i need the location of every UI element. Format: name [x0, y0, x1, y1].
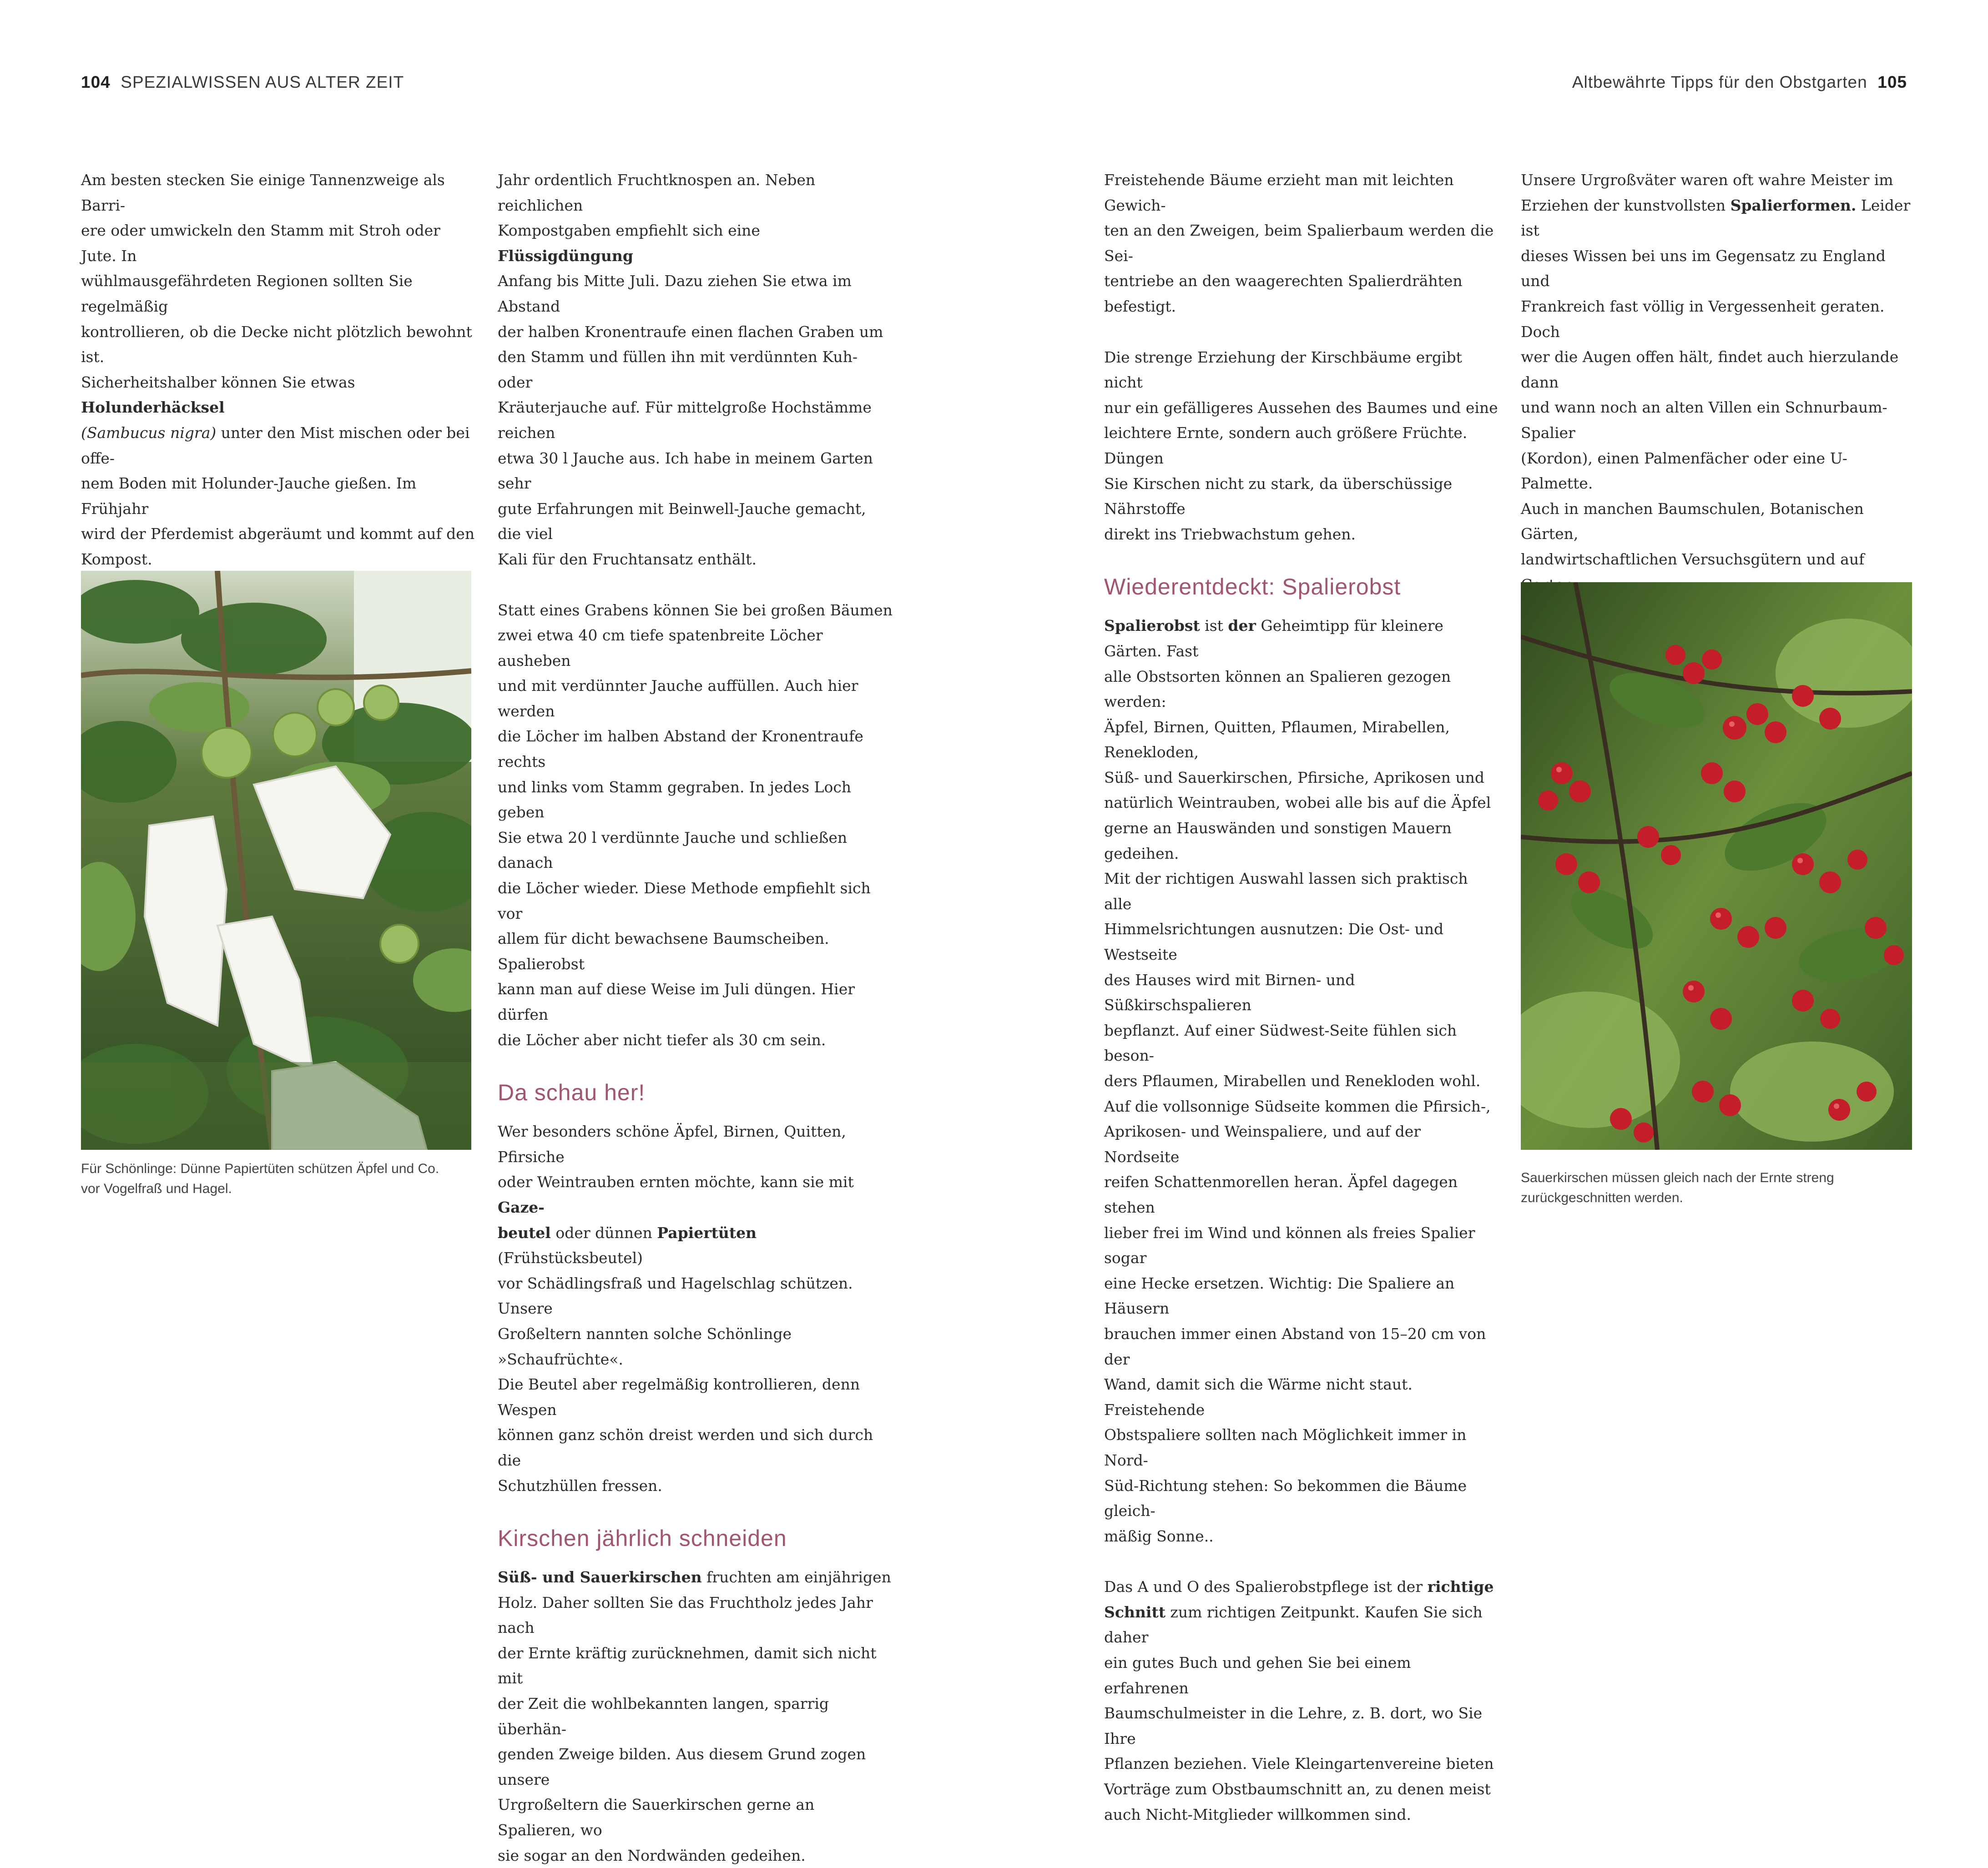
left-page [0, 0, 994, 1864]
bold-term: Spalierformen. [1730, 196, 1857, 214]
bold-term: Papiertüten [657, 1224, 757, 1242]
paragraph [498, 167, 893, 572]
heading-da-schau-her: Da schau her! [498, 1080, 646, 1106]
left-page-number: 104 [81, 73, 111, 91]
paragraph: Freistehende Bäume erzieht man mit leichten Gewich- ten an den Zweigen, beim Spalierbaum werden die Sei- tentriebe an den waagerechten Spalierdrähten befestigt. [1104, 171, 1494, 315]
bold-term: Flüssigdüngung [498, 247, 633, 265]
italic-term: (Sambucus nigra) [81, 423, 217, 442]
bold-term: Spalierobst [1104, 617, 1200, 635]
bold-term: Holunderhäcksel [81, 398, 225, 417]
paragraph [498, 1119, 893, 1498]
left-running-header [81, 73, 404, 92]
text: zum richtigen Zeitpunkt. Kaufen Sie sich daher ein gutes Buch und gehen Sie bei einem erfahrenen Baumschulmeister in die Lehre, z. B. dort, wo Sie Ihre Pflanzen beziehen. Viele Kleingartenvereine bieten Vorträge zum Obstbaumschnitt an, zu denen meist auch Nicht-Mitglieder willkommen sind. [1104, 1603, 1494, 1823]
bold-term: Süß- und Sauerkirschen [498, 1568, 702, 1586]
text: Anfang bis Mitte Juli. Dazu ziehen Sie etwa im Abstand der halben Kronentraufe einen flachen Graben um den Stamm und füllen ihn mit verdünnten Kuh- oder Kräuterjauche auf. Für mittelgroße Hochstämme reichen etwa 30 l Jauche aus. Ich habe in meinem Garten sehr gute Erfahrungen mit Beinwell-Jauche gemacht, die viel Kali für den Fruchtansatz enthält. [498, 272, 883, 568]
bold-term: der [1228, 617, 1256, 635]
right-page-number: 105 [1877, 73, 1907, 91]
photo-caption: Sauerkirschen müssen gleich nach der Ernte streng zurückgeschnitten werden. [1521, 1170, 1834, 1205]
text: (Frühstücksbeutel) vor Schädlingsfraß und Hagelschlag schützen. Unsere Großeltern nannten solche Schönlinge »Schaufrüchte«. Die Beutel aber regelmäßig kontrollieren, denn Wespen können ganz schön dreist werden und sich durch die Schutzhüllen fressen. [498, 1249, 873, 1495]
paragraph [81, 167, 477, 572]
right-running-head: Altbewährte Tipps für den Obstgarten [1572, 73, 1867, 91]
paragraph [1104, 1574, 1500, 1827]
text: Das A und O des Spalierobstpflege ist der [1104, 1578, 1428, 1596]
paragraph [498, 1565, 893, 1868]
text: Geheimtipp für kleinere Gärten. Fast alle Obstsorten können an Spalieren gezogen werden: Äpfel, Birnen, Quitten, Pflaumen, Mirabellen, Reneklоden, Süß- und Sauerkirschen, Pfirsiche, Aprikosen und natürlich Weintrauben, wobei alle bis auf die Äpfel gerne an Hauswänden und sonstigen Mauern gedeihen. Mit der richtigen Auswahl lassen sich praktisch alle Himmelsrichtungen ausnutzen: Die Ost- und Westseite des Hauses wird mit Birnen- und Süßkirschspalieren bepflanzt. Auf einer Südwest-Seite fühlen sich beson- ders Pflaumen, Mirabellen und Reneklоden wohl. Auf die vollsonnige Südseite kommen die Pfirsich-, Aprikosen- und Weinspaliere, und auf der Nordseite reifen Schattenmorellen heran. Äpfel dagegen stehen lieber frei im Wind und können als freies Spalier sogar eine Hecke ersetzen. Wichtig: Die Spaliere an Häusern brauchen immer einen Abstand von 15–20 cm von der Wand, damit sich die Wärme nicht staut. Freistehende Obstspaliere sollten nach Möglichkeit immer in Nord- Süd-Richtung stehen: So bekommen die Bäume gleich- mäßig Sonne.. [1104, 617, 1491, 1545]
right-running-header [1572, 73, 1907, 92]
text: Jahr ordentlich Fruchtknospen an. Neben reichlichen Kompostgaben empfiehlt sich eine [498, 171, 816, 240]
text: Leider ist dieses Wissen bei uns im Gegensatz zu England und Frankreich fast völlig in Vergessenheit geraten. Doch wer die Augen offen hält, findet auch hierzulande dann und wann noch an alten Villen ein Schnurbaum-Spalier (Kordon), einen Palmenfächer oder eine U-Palmette. Auch in manchen Baumschulen, Botanischen Gärten, landwirtschaftlichen Versuchsgütern und auf [1521, 196, 1911, 568]
heading-kirschen-schneiden: Kirschen jährlich schneiden [498, 1526, 787, 1551]
text: oder dünnen [550, 1224, 657, 1242]
text: Unsere Urgroßväter waren oft wahre Meister im Erziehen der kunstvollsten [1521, 171, 1893, 214]
bold-term: richtige Schnitt [1104, 1578, 1494, 1621]
text: Wer besonders schöne Äpfel, Birnen, Quitten, Pfirsiche oder Weintrauben ernten möchte, kann sie mit [498, 1123, 854, 1191]
paragraph: Statt eines Grabens können Sie bei großen Bäumen zwei etwa 40 cm tiefe spatenbreite Löcher ausheben und mit verdünnter Jauche auffüllen. Auch hier werden die Löcher im halben Abstand der Kronentraufe rechts und links vom Stamm gegraben. In jedes Loch geben Sie etwa 20 l verdünnte Jauche und schließen danach die Löcher wieder. Diese Methode empfiehlt sich vor allem für dicht bewachsene Baumscheiben. Spalierobst kann man auf diese Weise im Juli düngen. Hier dürfen die Löcher aber nicht tiefer als 30 cm sein. [498, 601, 893, 1049]
text: unter den Mist mischen oder bei offe- nem Boden mit Holunder-Jauche gießen. Im Frühjahr wird der Pferdemist abgeräumt und kommt auf den Kompost. [81, 423, 475, 568]
text: fruchten am einjährigen Holz. Daher sollten Sie das Fruchtholz jedes Jahr nach der Ernte kräftig zurücknehmen, damit sich nicht mit der Zeit die wohlbekannten langen, sparrig überhän- genden Zweige bilden. Aus diesem Grund zogen unsere Urgroßeltern die Sauerkirschen gerne an Spalieren, wo sie sogar an den Nordwänden gedeihen. [498, 1568, 891, 1864]
left-column-2 [498, 167, 893, 1868]
bold-term: Gaze- beutel [498, 1198, 551, 1242]
paragraph: Die strenge Erziehung der Kirschbäume ergibt nicht nur ein gefälligeres Aussehen des Baumes und eine leichtere Ernte, sondern auch größere Früchte. Düngen Sie Kirschen nicht zu stark, da überschüssige Nährstoffe direkt ins Triebwachstum gehen. [1104, 348, 1498, 543]
heading-spalierobst: Wiederentdeckt: Spalierobst [1104, 574, 1401, 600]
cherries-photo [1521, 582, 1912, 1150]
right-column-1 [1104, 167, 1500, 1827]
right-page [994, 0, 1988, 1823]
apple-bags-photo [81, 571, 471, 1150]
paragraph [1104, 613, 1500, 1549]
left-running-head: SPEZIALWISSEN AUS ALTER ZEIT [121, 73, 404, 91]
photo-caption: Für Schönlinge: Dünne Papiertüten schützen Äpfel und Co. vor Vogelfraß und Hagel. [81, 1161, 439, 1196]
text: ist [1200, 617, 1228, 635]
text: Am besten stecken Sie einige Tannenzweige als Barri- ere oder umwickeln den Stamm mit Stroh oder Jute. In wühlmausgefährdeten Regionen sollten Sie regelmäßig kontrollieren, ob die Decke nicht plötzlich bewohnt ist. Sicherheitshalber können Sie etwas [81, 171, 472, 391]
